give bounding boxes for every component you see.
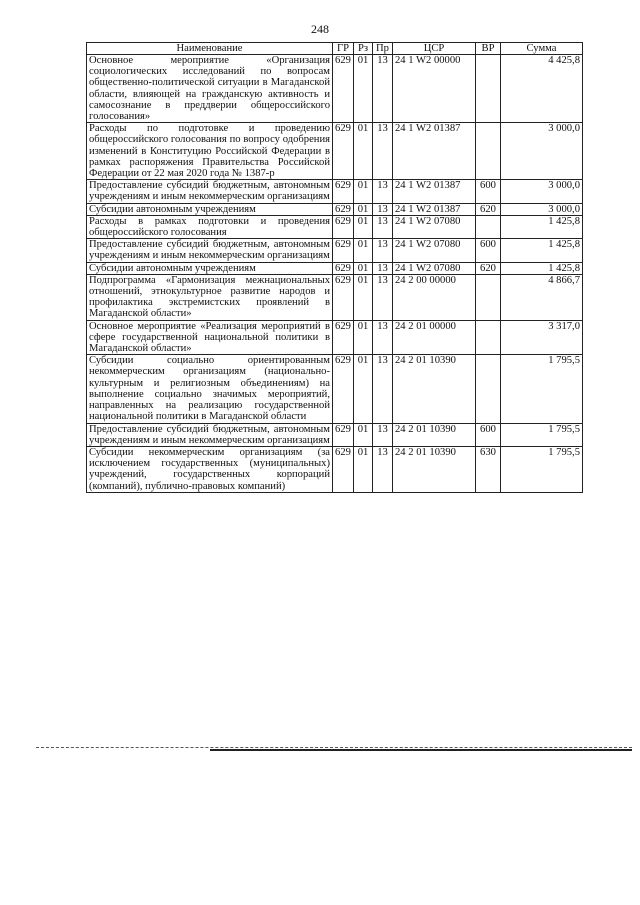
cell-csr: 24 2 01 10390 [393,446,476,492]
cell-csr: 24 1 W2 07080 [393,215,476,238]
footer-dashed-rule [36,747,632,748]
cell-name: Субсидии автономным учреждениям [87,262,333,274]
budget-table [86,42,583,493]
cell-gr: 629 [333,55,354,123]
cell-vr [476,123,501,180]
cell-vr [476,320,501,355]
cell-name: Субсидии социально ориентированным некоммерческим организациям (национально-культурным и религиозным объединениям) на выполнение социально значимых мероприятий, направленных на реализацию государственной национальной политики в Магаданской области [87,355,333,423]
cell-pr: 13 [373,262,393,274]
table-row [87,320,583,355]
table-row [87,239,583,262]
footer-solid-rule [210,749,632,751]
cell-name: Основное мероприятие «Реализация мероприятий в сфере государственной национальной политики в Магаданской области» [87,320,333,355]
cell-gr: 629 [333,262,354,274]
cell-rz: 01 [354,262,373,274]
header-sum: Сумма [501,43,583,55]
cell-pr: 13 [373,423,393,446]
cell-vr: 600 [476,180,501,203]
cell-gr: 629 [333,446,354,492]
cell-csr: 24 1 W2 00000 [393,55,476,123]
cell-sum: 4 866,7 [501,274,583,320]
cell-name: Расходы по подготовке и проведению общероссийского голосования по вопросу одобрения изменений в Конституцию Российской Федерации в рамках распоряжения Правительства Российской Федерации от 22 мая 2020 года № 1387-р [87,123,333,180]
cell-csr: 24 1 W2 07080 [393,239,476,262]
table-row [87,203,583,215]
cell-vr: 620 [476,203,501,215]
cell-csr: 24 2 01 00000 [393,320,476,355]
cell-name: Расходы в рамках подготовки и проведения общероссийского голосования [87,215,333,238]
table-header-row [87,43,583,55]
header-csr: ЦСР [393,43,476,55]
cell-name: Подпрограмма «Гармонизация межнациональных отношений, этнокультурное развитие народов и профилактика экстремистских проявлений в Магаданской области» [87,274,333,320]
cell-sum: 1 425,8 [501,239,583,262]
cell-vr [476,355,501,423]
cell-vr [476,55,501,123]
page-number: 248 [311,22,329,36]
cell-csr: 24 1 W2 01387 [393,180,476,203]
cell-rz: 01 [354,446,373,492]
cell-pr: 13 [373,446,393,492]
table-body [87,55,583,493]
cell-rz: 01 [354,55,373,123]
cell-gr: 629 [333,180,354,203]
cell-sum: 3 000,0 [501,123,583,180]
cell-sum: 4 425,8 [501,55,583,123]
table-row [87,262,583,274]
cell-gr: 629 [333,203,354,215]
cell-sum: 1 425,8 [501,262,583,274]
header-name: Наименование [87,43,333,55]
cell-pr: 13 [373,55,393,123]
cell-name: Предоставление субсидий бюджетным, автономным учреждениям и иным некоммерческим организациям [87,423,333,446]
cell-sum: 3 000,0 [501,203,583,215]
header-gr: ГР [333,43,354,55]
cell-gr: 629 [333,123,354,180]
cell-pr: 13 [373,215,393,238]
table-row [87,215,583,238]
cell-name: Субсидии некоммерческим организациям (за исключением государственных (муниципальных) учреждений, государственных корпораций (компаний), публично-правовых компаний) [87,446,333,492]
cell-csr: 24 2 01 10390 [393,355,476,423]
cell-rz: 01 [354,239,373,262]
cell-csr: 24 1 W2 01387 [393,123,476,180]
cell-sum: 3 317,0 [501,320,583,355]
cell-rz: 01 [354,423,373,446]
cell-pr: 13 [373,180,393,203]
cell-sum: 1 425,8 [501,215,583,238]
cell-rz: 01 [354,203,373,215]
cell-vr: 600 [476,239,501,262]
cell-sum: 1 795,5 [501,446,583,492]
cell-rz: 01 [354,180,373,203]
cell-sum: 1 795,5 [501,355,583,423]
cell-vr: 600 [476,423,501,446]
cell-name: Предоставление субсидий бюджетным, автономным учреждениям и иным некоммерческим организациям [87,239,333,262]
header-rz: Рз [354,43,373,55]
cell-gr: 629 [333,355,354,423]
header-vr: ВР [476,43,501,55]
cell-rz: 01 [354,274,373,320]
cell-vr [476,274,501,320]
cell-rz: 01 [354,123,373,180]
cell-gr: 629 [333,423,354,446]
cell-pr: 13 [373,355,393,423]
cell-gr: 629 [333,274,354,320]
cell-rz: 01 [354,215,373,238]
table-row [87,274,583,320]
table-row [87,55,583,123]
cell-gr: 629 [333,215,354,238]
table-row [87,423,583,446]
cell-rz: 01 [354,355,373,423]
cell-name: Предоставление субсидий бюджетным, автономным учреждениям и иным некоммерческим организациям [87,180,333,203]
table-row [87,180,583,203]
cell-csr: 24 2 01 10390 [393,423,476,446]
cell-csr: 24 1 W2 01387 [393,203,476,215]
cell-csr: 24 1 W2 07080 [393,262,476,274]
cell-sum: 1 795,5 [501,423,583,446]
cell-pr: 13 [373,123,393,180]
cell-vr [476,215,501,238]
cell-rz: 01 [354,320,373,355]
cell-gr: 629 [333,320,354,355]
table-row [87,355,583,423]
cell-pr: 13 [373,203,393,215]
cell-vr: 630 [476,446,501,492]
cell-sum: 3 000,0 [501,180,583,203]
cell-name: Основное мероприятие «Организация социологических исследований по вопросам общественно-политической ситуации в Магаданской области, влияющей на гражданскую активность и самосознание в преддверии общероссийского голосования» [87,55,333,123]
cell-pr: 13 [373,274,393,320]
cell-vr: 620 [476,262,501,274]
cell-pr: 13 [373,320,393,355]
header-pr: Пр [373,43,393,55]
cell-pr: 13 [373,239,393,262]
cell-name: Субсидии автономным учреждениям [87,203,333,215]
table-row [87,123,583,180]
cell-csr: 24 2 00 00000 [393,274,476,320]
cell-gr: 629 [333,239,354,262]
table-row [87,446,583,492]
